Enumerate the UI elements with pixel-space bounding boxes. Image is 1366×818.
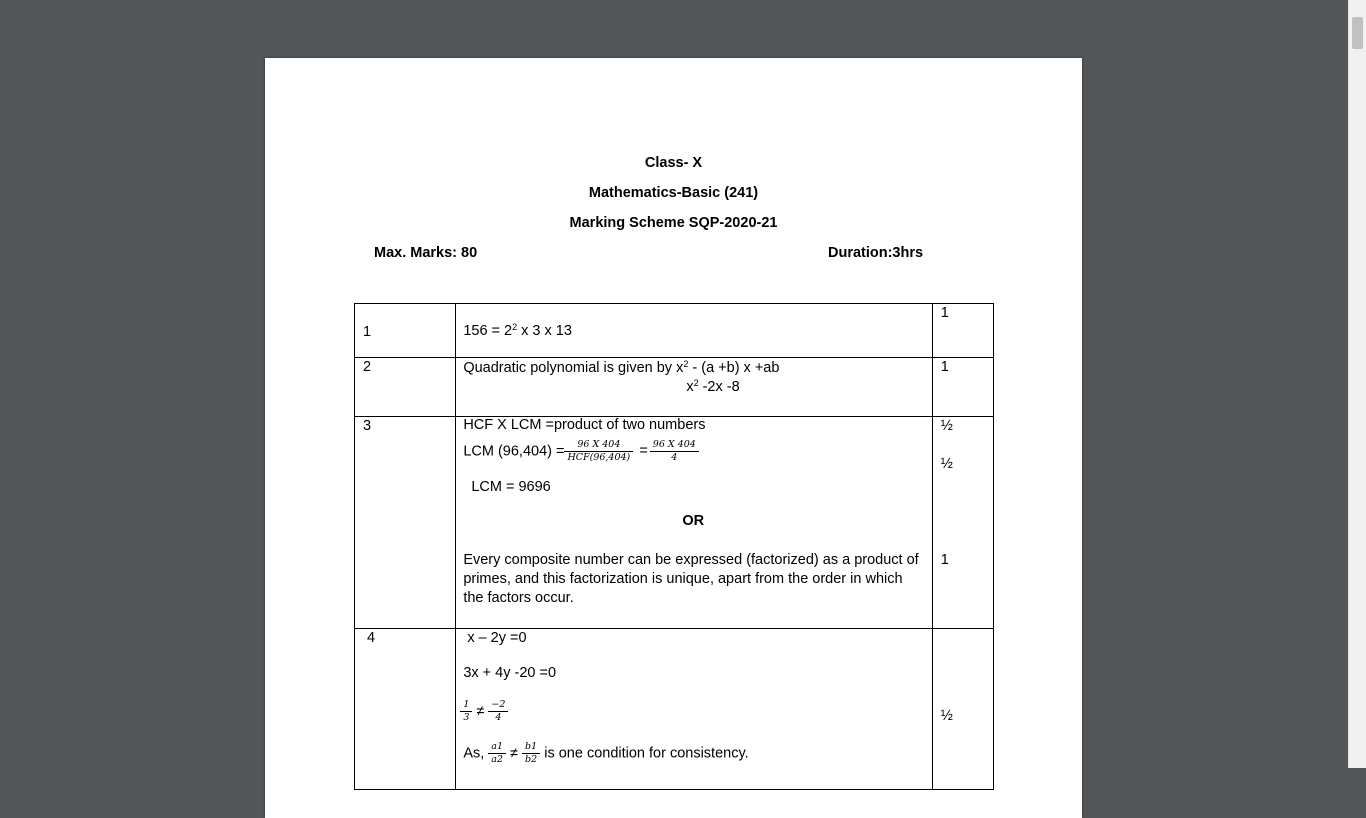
marking-scheme-table	[354, 303, 994, 790]
scrollbar-thumb[interactable]	[1352, 17, 1363, 49]
question-number: 2	[363, 359, 372, 375]
marks-cell	[932, 629, 993, 790]
max-marks: Max. Marks: 80	[374, 245, 478, 261]
table-row	[355, 358, 994, 417]
answer-line: HCF X LCM =product of two numbers	[463, 417, 706, 433]
answer-line: Quadratic polynomial is given by $x^2 - (a +b)$ x +ab	[463, 359, 780, 376]
fraction: $\frac{1}{3}$	[460, 699, 472, 724]
lcm-formula: LCM (96,404) = $\frac{96 X 404}{\text{HCF(96,404)}}$ = $\frac{96 X 404}{4}$	[463, 439, 699, 464]
scheme-heading: Marking Scheme SQP-2020-21	[569, 215, 778, 231]
question-number: 4	[367, 630, 376, 646]
equation-1: x – 2y =0	[467, 630, 527, 646]
question-number: 1	[363, 324, 372, 340]
answer-polynomial: $x^2$ -2x -8	[686, 378, 740, 395]
subject-heading: Mathematics-Basic (241)	[588, 185, 759, 201]
question-number-cell	[355, 304, 456, 358]
answer-cell	[456, 629, 932, 790]
marks-cell	[932, 304, 993, 358]
answer-cell	[456, 304, 932, 358]
ratio-comparison: $\frac{1}{3}$ ≠ $\frac{-2}{4}$	[460, 699, 508, 724]
question-number-cell	[355, 629, 456, 790]
question-number-cell	[355, 417, 456, 629]
fraction: $\frac{96 X 404}{\text{HCF(96,404)}}$	[564, 439, 633, 464]
table-row	[355, 629, 994, 790]
marks-value: 1	[940, 305, 949, 321]
marks-cell	[932, 358, 993, 417]
marks-value: 1	[940, 552, 949, 568]
or-separator: OR	[682, 513, 705, 529]
table-row	[355, 304, 994, 358]
question-number: 3	[363, 418, 372, 434]
question-number-cell	[355, 358, 456, 417]
duration: Duration:3hrs	[828, 245, 924, 261]
document-page	[265, 58, 1082, 818]
marks-cell	[932, 417, 993, 629]
class-heading: Class- X	[644, 155, 703, 171]
fraction: $\frac{a1}{a2}$	[488, 741, 506, 766]
fraction: $\frac{96 X 404}{4}$	[650, 439, 699, 464]
marks-value: ½	[940, 708, 953, 724]
marks-value: 1	[940, 359, 949, 375]
fraction: $\frac{b1}{b2}$	[522, 741, 540, 766]
marks-value: ½	[940, 418, 953, 434]
answer-cell	[456, 358, 932, 417]
equation-2: 3x + 4y -20 =0	[463, 665, 557, 681]
alternative-answer: Every composite number can be expressed (factorized) as a product of primes, and this factorization is unique, apart from the order in which the factors occur.	[463, 552, 919, 606]
vertical-scrollbar[interactable]	[1348, 0, 1366, 768]
fraction: $\frac{-2}{4}$	[488, 699, 508, 724]
table-row	[355, 417, 994, 629]
marks-value: ½	[940, 456, 953, 472]
consistency-condition: As, $\frac{a1}{a2}$ ≠ $\frac{b1}{b2}$ is one condition for consistency.	[463, 741, 749, 765]
answer-equation: $156 = 2^2$ x 3 x 13	[463, 322, 572, 339]
answer-cell	[456, 417, 932, 629]
lcm-result: LCM = 9696	[471, 479, 551, 495]
